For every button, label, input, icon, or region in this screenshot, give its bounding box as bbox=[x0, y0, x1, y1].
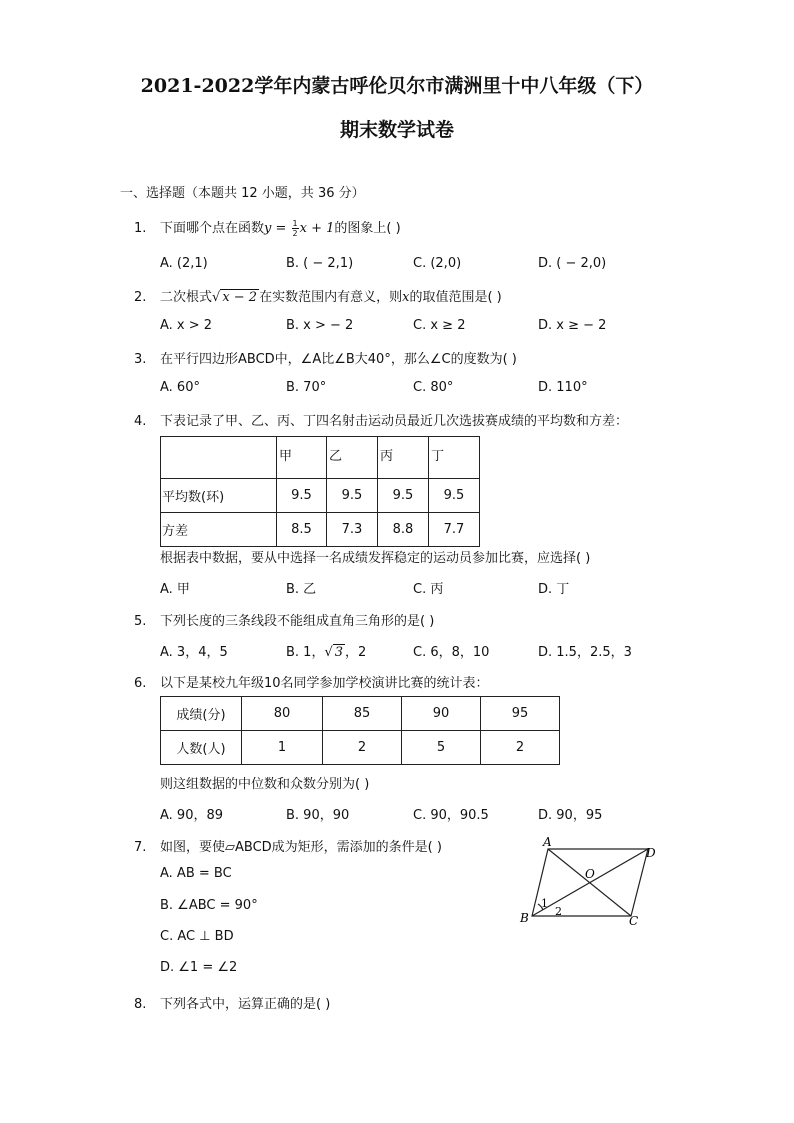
question-5-text: 下列长度的三条线段不能组成直角三角形的是( ) bbox=[160, 614, 435, 629]
parallelogram-figure bbox=[510, 832, 670, 932]
option-c: C. AC ⊥ BD bbox=[160, 929, 234, 944]
question-7-text: 如图，要使▱ABCD成为矩形，需添加的条件是( ) bbox=[160, 840, 442, 855]
question-3-text: 在平行四边形ABCD中，∠A比∠B大40°，那么∠C的度数为( ) bbox=[160, 352, 517, 367]
question-4-text: 下表记录了甲、乙、丙、丁四名射击运动员最近几次选拔赛成绩的平均数和方差： bbox=[160, 414, 629, 429]
diagonal-bd bbox=[532, 849, 648, 916]
paper-title-line2: 期末数学试卷 bbox=[339, 119, 454, 141]
label-c: C bbox=[629, 914, 639, 928]
angle-1-label: 1 bbox=[541, 897, 548, 910]
table-row: 人数(人) 1 2 5 2 bbox=[161, 731, 560, 765]
angle-2-label: 2 bbox=[555, 905, 562, 918]
question-number: 2. bbox=[134, 290, 147, 305]
paper-title-line1: 2021-2022学年内蒙古呼伦贝尔市满洲里十中八年级（下） bbox=[140, 75, 654, 97]
option-d: D. 1.5，2.5，3 bbox=[538, 645, 632, 660]
option-c: C. 6，8，10 bbox=[413, 645, 490, 660]
question-8-text: 下列各式中，运算正确的是( ) bbox=[160, 997, 331, 1012]
option-c: C. x ≥ 2 bbox=[413, 318, 466, 333]
option-a: A. x > 2 bbox=[160, 318, 213, 333]
table-row: 甲 乙 丙 丁 bbox=[161, 437, 480, 479]
score-stats-table bbox=[160, 696, 560, 765]
option-d: D. x ≥ − 2 bbox=[538, 318, 607, 333]
option-a: A. 3，4，5 bbox=[160, 645, 228, 660]
option-b: B. x > − 2 bbox=[286, 318, 354, 333]
question-6-text: 以下是某校九年级10名同学参加学校演讲比赛的统计表： bbox=[160, 676, 489, 691]
section-heading: 一、选择题（本题共 12 小题，共 36 分） bbox=[120, 186, 365, 201]
question-6-followup: 则这组数据的中位数和众数分别为( ) bbox=[160, 777, 370, 792]
option-a: A. 甲 bbox=[160, 582, 190, 597]
option-b: B. ∠ABC = 90° bbox=[160, 898, 258, 913]
question-number: 7. bbox=[134, 840, 147, 855]
table-row: 成绩(分) 80 85 90 95 bbox=[161, 697, 560, 731]
option-b: B. 90，90 bbox=[286, 808, 350, 823]
option-d: D. 90，95 bbox=[538, 808, 603, 823]
option-b: B. 70° bbox=[286, 380, 327, 395]
table-row: 平均数(环) 9.5 9.5 9.5 9.5 bbox=[161, 479, 480, 513]
question-number: 3. bbox=[134, 352, 147, 367]
label-b: B bbox=[520, 911, 529, 925]
table-row: 方差 8.5 7.3 8.8 7.7 bbox=[161, 513, 480, 547]
question-number: 8. bbox=[134, 997, 147, 1012]
question-number: 1. bbox=[134, 221, 147, 236]
option-d: D. ∠1 = ∠2 bbox=[160, 960, 238, 975]
fraction: $\frac{1}{2}$ bbox=[292, 219, 298, 238]
option-c: C. (2,0) bbox=[413, 256, 462, 271]
option-d: D. 丁 bbox=[538, 582, 570, 597]
question-2-text: 二次根式√ x − 2 在实数范围内有意义，则x的取值范围是( ) bbox=[160, 290, 502, 305]
option-c: C. 丙 bbox=[413, 582, 444, 597]
question-number: 4. bbox=[134, 414, 147, 429]
option-d: D. ( − 2,0) bbox=[538, 256, 607, 271]
option-a: A. (2,1) bbox=[160, 256, 208, 271]
question-1-text: 下面哪个点在函数y = $\frac{1}{2}$ x + 1的图象上( ) bbox=[160, 219, 401, 238]
option-c: C. 80° bbox=[413, 380, 454, 395]
question-number: 5. bbox=[134, 614, 147, 629]
question-number: 6. bbox=[134, 676, 147, 691]
option-b: B. 乙 bbox=[286, 582, 317, 597]
option-a: A. AB = BC bbox=[160, 866, 232, 881]
question-4-followup: 根据表中数据，要从中选择一名成绩发挥稳定的运动员参加比赛，应选择( ) bbox=[160, 551, 591, 566]
label-o: O bbox=[585, 867, 595, 881]
athlete-stats-table bbox=[160, 436, 480, 547]
option-b: B. ( − 2,1) bbox=[286, 256, 354, 271]
option-a: A. 90，89 bbox=[160, 808, 224, 823]
label-d: D bbox=[646, 846, 656, 860]
option-c: C. 90，90.5 bbox=[413, 808, 489, 823]
option-d: D. 110° bbox=[538, 380, 588, 395]
option-b: B. 1，√ 3 ，2 bbox=[286, 645, 367, 660]
option-a: A. 60° bbox=[160, 380, 200, 395]
label-a: A bbox=[543, 835, 552, 849]
